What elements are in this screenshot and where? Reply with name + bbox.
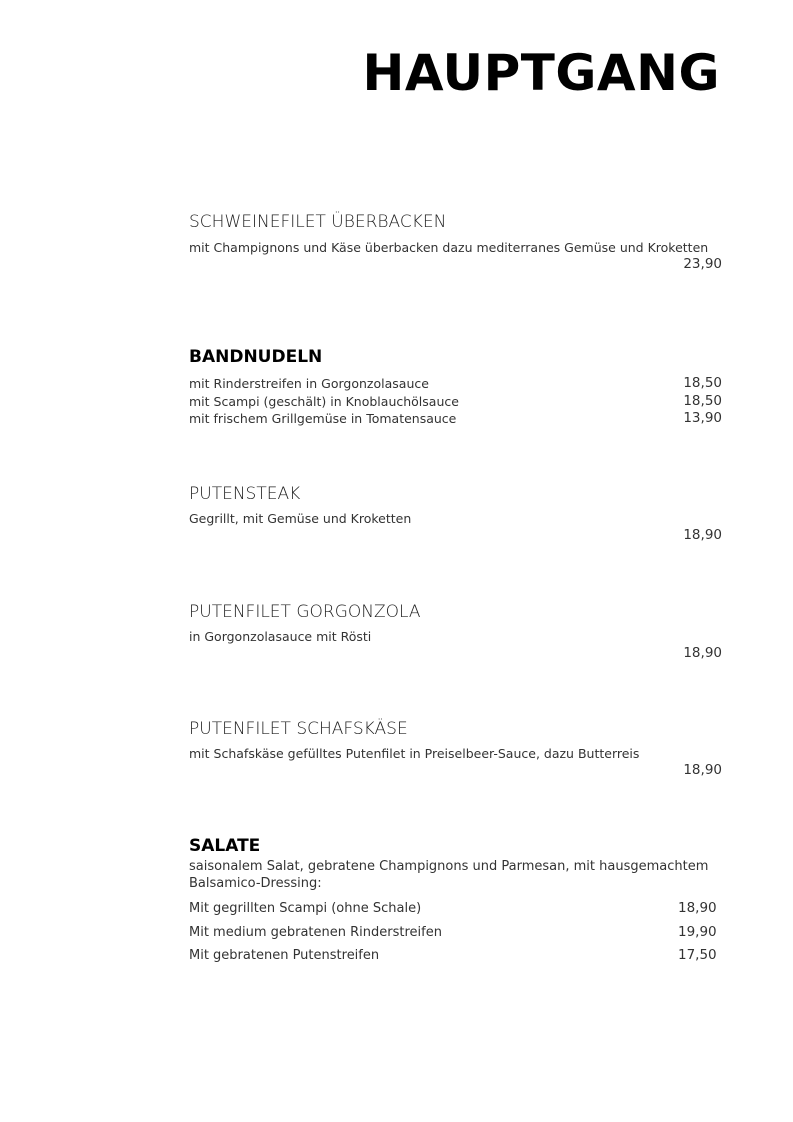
- dish-name: PUTENFILET SCHAFSKÄSE: [189, 719, 408, 739]
- dish-price: 18,90: [683, 762, 722, 778]
- variant-row: [189, 897, 722, 921]
- dish-price: 18,90: [683, 645, 722, 661]
- variant-price: 13,90: [683, 410, 722, 426]
- variant-label: mit frischem Grillgemüse in Tomatensauce: [189, 411, 457, 426]
- dish-schweinefilet: [189, 212, 722, 273]
- dish-description: Gegrillt, mit Gemüse und Kroketten: [189, 511, 412, 526]
- dish-name: BANDNUDELN: [189, 347, 323, 367]
- dish-salate: [189, 836, 722, 968]
- dish-price: 18,90: [683, 527, 722, 543]
- dish-description: mit Schafskäse gefülltes Putenfilet in Preiselbeer-Sauce, dazu Butterreis: [189, 746, 640, 761]
- dish-putensteak: [189, 484, 722, 544]
- dish-putenfilet-schafskaese: [189, 719, 722, 779]
- variant-price: 19,90: [678, 923, 717, 940]
- variant-list: [189, 375, 722, 428]
- variant-row: [189, 375, 722, 393]
- variant-label: mit Scampi (geschält) in Knoblauchölsauce: [189, 393, 459, 409]
- variant-label: mit Rinderstreifen in Gorgonzolasauce: [189, 376, 429, 391]
- dish-name: SCHWEINEFILET ÜBERBACKEN: [189, 212, 447, 232]
- variant-row: [189, 921, 722, 945]
- dish-bandnudeln: [189, 347, 722, 428]
- variant-price: 17,50: [678, 947, 717, 963]
- dish-putenfilet-gorgonzola: [189, 602, 722, 662]
- variant-price: 18,50: [683, 375, 722, 391]
- dish-description: saisonalem Salat, gebratene Champignons und Parmesan, mit hausgemachtem Balsamico-Dressing:: [189, 859, 709, 891]
- variant-list: [189, 897, 722, 968]
- variant-label: Mit medium gebratenen Rinderstreifen: [189, 924, 442, 940]
- page-title: HAUPTGANG: [362, 44, 720, 102]
- variant-row: [189, 393, 722, 411]
- dish-description: mit Champignons und Käse überbacken dazu mediterranes Gemüse und Kroketten: [189, 240, 709, 255]
- variant-row: [189, 410, 722, 428]
- dish-name: SALATE: [189, 836, 261, 856]
- variant-label: Mit gebratenen Putenstreifen: [189, 948, 380, 963]
- variant-price: 18,50: [683, 392, 722, 409]
- variant-row: [189, 944, 722, 968]
- dish-description: in Gorgonzolasauce mit Rösti: [189, 629, 372, 644]
- dish-name: PUTENFILET GORGONZOLA: [189, 602, 421, 622]
- dish-price: 23,90: [683, 256, 722, 272]
- variant-label: Mit gegrillten Scampi (ohne Schale): [189, 901, 422, 916]
- variant-price: 18,90: [678, 900, 717, 916]
- dish-name: PUTENSTEAK: [189, 484, 301, 504]
